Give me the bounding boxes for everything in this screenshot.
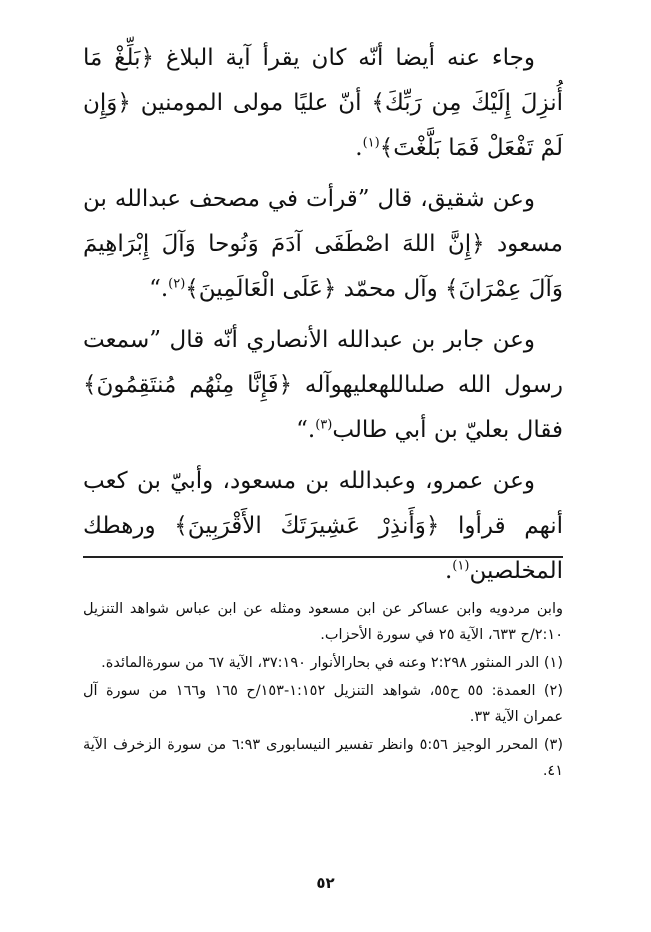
paragraph-2 xyxy=(83,177,563,312)
paragraph-2-text: وعن شقيق، قال ”قرأت في مصحف عبدالله بن مسعود ﴿إِنَّ اللهَ اصْطَفَى آدَمَ وَنُوحا وَآلَ إِبْرَاهِيمَ وَآلَ عِمْرَانَ﴾ وآل محمّد ﴿عَلَى الْعَالَمِينَ﴾ xyxy=(83,186,563,302)
paragraph-1 xyxy=(83,36,563,171)
paragraph-3-tail: .“ xyxy=(296,417,316,443)
footnote-continuation: وابن مردويه وابن عساكر عن ابن مسعود ومثله عن ابن عباس شواهد التنزيل ٢:١٠/ح ٦٣٣، الآية ٢٥ في سورة الأحزاب. xyxy=(83,601,563,643)
footnote-divider xyxy=(83,556,563,558)
paragraph-1-text: وجاء عنه أيضا أنّه كان يقرأ آية البلاغ ﴿بَلِّغْ مَا أُنزِلَ إِلَيْكَ مِن رَبِّكَ﴾ أنّ عليًا مولى المومنين ﴿وَإِن لَمْ تَفْعَلْ فَمَا بَلَّغْتَ﴾ xyxy=(83,45,563,161)
paragraph-3-text: وعن جابر بن عبدالله الأنصاري أنّه قال ”سمعت رسول الله صلىاللهعليهوآله ﴿فَإِنَّا مِنْهُم مُنتَقِمُونَ﴾ فقال بعليّ بن أبي طالب xyxy=(83,327,563,443)
footnote-marker-2: (٢) xyxy=(168,276,186,292)
paragraph-3 xyxy=(83,318,563,453)
page-number: ٥٢ xyxy=(316,874,335,892)
footnote-3: (٣) المحرر الوجيز ٥:٥٦ وانظر تفسير النيسابورى ٦:٩٣ من سورة الزخرف الآية ٤١. xyxy=(83,737,564,779)
footnote-2: (٢) العمدة: ٥٥ ح٥٥، شواهد التنزيل ١:١٥٢-١٥٣/ح ١٦٥ و١٦٦ من سورة آل عمران الآية ٣٣. xyxy=(83,683,563,725)
footnotes xyxy=(83,596,563,786)
paragraph-1-tail: . xyxy=(355,135,363,161)
footnote-1: (١) الدر المنثور ٢:٢٩٨ وعنه في بحارالأنوار ٣٧:١٩٠، الآية ٦٧ من سورةالمائدة. xyxy=(101,655,563,671)
paragraph-4-text: وعن عمرو، وعبدالله بن مسعود، وأبيّ بن كعب أنهم قرأوا ﴿وَأَنذِرْ عَشِيرَتَكَ الأَقْرَبِينَ﴾ ورهطك المخلصين xyxy=(83,468,563,584)
main-text xyxy=(83,36,563,600)
paragraph-4 xyxy=(83,459,563,594)
paragraph-4-tail: . xyxy=(444,558,453,584)
footnote-marker-3: (٣) xyxy=(315,417,333,433)
footnote-marker-4: (١) xyxy=(452,558,470,574)
footnote-marker-1: (١) xyxy=(362,135,380,151)
paragraph-2-tail: .“ xyxy=(149,276,169,302)
